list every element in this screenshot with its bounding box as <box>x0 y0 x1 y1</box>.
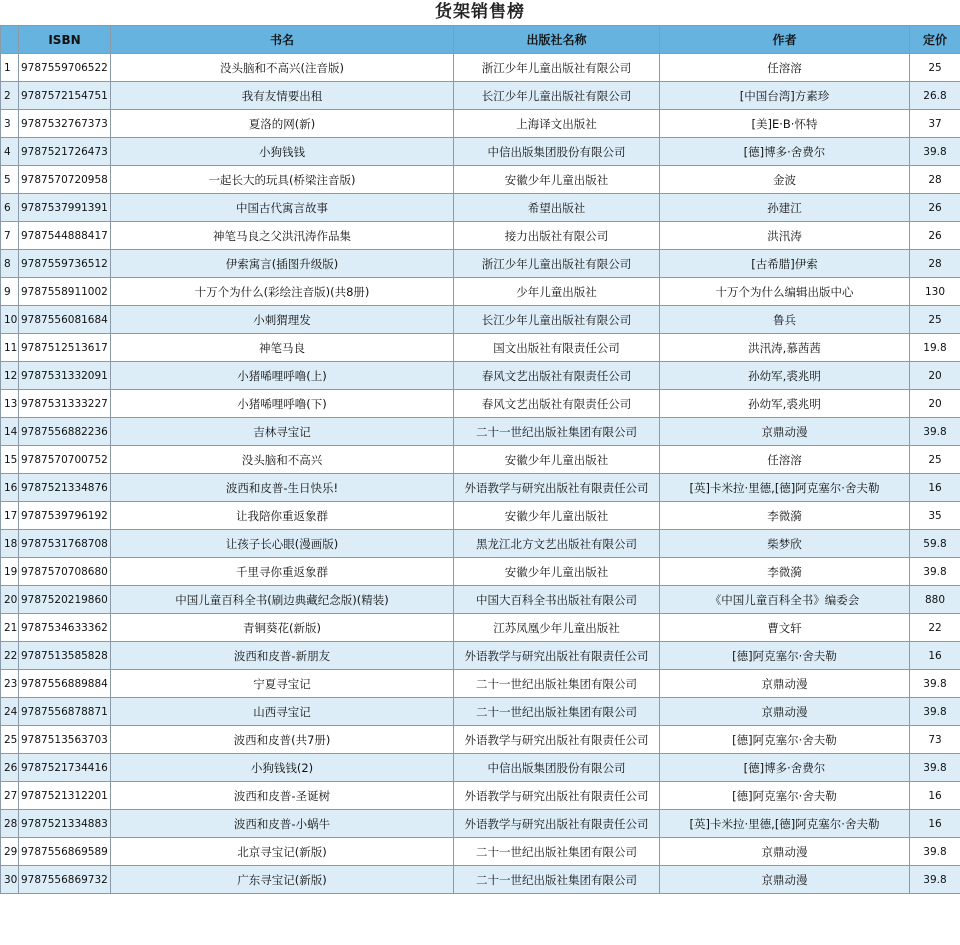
cell-book-name: 没头脑和不高兴(注音版) <box>111 54 454 82</box>
cell-isbn: 9787556869732 <box>19 866 111 894</box>
cell-price: 28 <box>910 250 960 278</box>
cell-publisher: 长江少年儿童出版社有限公司 <box>454 82 660 110</box>
cell-publisher: 春风文艺出版社有限责任公司 <box>454 390 660 418</box>
cell-book-name: 让我陪你重返象群 <box>111 502 454 530</box>
cell-isbn: 9787570720958 <box>19 166 111 194</box>
cell-price: 35 <box>910 502 960 530</box>
cell-price: 39.8 <box>910 670 960 698</box>
cell-isbn: 9787521334883 <box>19 810 111 838</box>
table-row <box>1 222 960 250</box>
table-row <box>1 166 960 194</box>
cell-book-name: 小猪唏哩呼噜(上) <box>111 362 454 390</box>
table-row <box>1 54 960 82</box>
cell-book-name: 波西和皮普-新朋友 <box>111 642 454 670</box>
cell-author: 京鼎动漫 <box>660 698 910 726</box>
cell-index: 17 <box>1 502 19 530</box>
cell-price: 16 <box>910 642 960 670</box>
cell-book-name: 波西和皮普(共7册) <box>111 726 454 754</box>
cell-author: 十万个为什么编辑出版中心 <box>660 278 910 306</box>
cell-author: 洪汛涛,慕茜茜 <box>660 334 910 362</box>
cell-index: 7 <box>1 222 19 250</box>
cell-author: [中国台湾]方素珍 <box>660 82 910 110</box>
cell-index: 20 <box>1 586 19 614</box>
cell-price: 20 <box>910 362 960 390</box>
cell-isbn: 9787556878871 <box>19 698 111 726</box>
cell-book-name: 吉林寻宝记 <box>111 418 454 446</box>
cell-author: [德]阿克塞尔·舍夫勒 <box>660 642 910 670</box>
table-row <box>1 642 960 670</box>
cell-publisher: 外语教学与研究出版社有限责任公司 <box>454 726 660 754</box>
cell-book-name: 我有友情要出租 <box>111 82 454 110</box>
cell-publisher: 希望出版社 <box>454 194 660 222</box>
sales-table <box>0 25 960 894</box>
cell-publisher: 上海译文出版社 <box>454 110 660 138</box>
cell-publisher: 长江少年儿童出版社有限公司 <box>454 306 660 334</box>
cell-isbn: 9787531333227 <box>19 390 111 418</box>
cell-price: 26 <box>910 222 960 250</box>
cell-author: 鲁兵 <box>660 306 910 334</box>
cell-publisher: 安徽少年儿童出版社 <box>454 502 660 530</box>
cell-index: 27 <box>1 782 19 810</box>
cell-isbn: 9787521734416 <box>19 754 111 782</box>
cell-index: 8 <box>1 250 19 278</box>
cell-index: 5 <box>1 166 19 194</box>
cell-isbn: 9787556869589 <box>19 838 111 866</box>
cell-isbn: 9787532767373 <box>19 110 111 138</box>
cell-book-name: 北京寻宝记(新版) <box>111 838 454 866</box>
cell-price: 39.8 <box>910 866 960 894</box>
cell-publisher: 国文出版社有限责任公司 <box>454 334 660 362</box>
cell-price: 22 <box>910 614 960 642</box>
cell-publisher: 黑龙江北方文艺出版社有限公司 <box>454 530 660 558</box>
cell-index: 10 <box>1 306 19 334</box>
cell-book-name: 山西寻宝记 <box>111 698 454 726</box>
cell-author: 京鼎动漫 <box>660 866 910 894</box>
cell-price: 73 <box>910 726 960 754</box>
cell-isbn: 9787556081684 <box>19 306 111 334</box>
cell-index: 30 <box>1 866 19 894</box>
cell-isbn: 9787544888417 <box>19 222 111 250</box>
cell-author: 孙幼军,裘兆明 <box>660 362 910 390</box>
cell-price: 25 <box>910 54 960 82</box>
table-header-row <box>1 26 960 54</box>
table-row <box>1 670 960 698</box>
table-row <box>1 614 960 642</box>
cell-isbn: 9787537991391 <box>19 194 111 222</box>
table-row <box>1 138 960 166</box>
cell-isbn: 9787531768708 <box>19 530 111 558</box>
cell-price: 25 <box>910 306 960 334</box>
cell-book-name: 宁夏寻宝记 <box>111 670 454 698</box>
cell-publisher: 浙江少年儿童出版社有限公司 <box>454 250 660 278</box>
cell-price: 39.8 <box>910 698 960 726</box>
cell-price: 26.8 <box>910 82 960 110</box>
cell-publisher: 中国大百科全书出版社有限公司 <box>454 586 660 614</box>
cell-author: [英]卡米拉·里德,[德]阿克塞尔·舍夫勒 <box>660 474 910 502</box>
cell-author: [古希腊]伊索 <box>660 250 910 278</box>
cell-publisher: 春风文艺出版社有限责任公司 <box>454 362 660 390</box>
cell-book-name: 小刺猬理发 <box>111 306 454 334</box>
cell-book-name: 小狗钱钱 <box>111 138 454 166</box>
cell-index: 25 <box>1 726 19 754</box>
cell-author: 孙建江 <box>660 194 910 222</box>
cell-price: 16 <box>910 474 960 502</box>
table-row <box>1 866 960 894</box>
cell-book-name: 波西和皮普-圣诞树 <box>111 782 454 810</box>
cell-isbn: 9787570708680 <box>19 558 111 586</box>
cell-price: 39.8 <box>910 754 960 782</box>
table-body <box>1 54 960 894</box>
cell-publisher: 安徽少年儿童出版社 <box>454 166 660 194</box>
cell-publisher: 外语教学与研究出版社有限责任公司 <box>454 782 660 810</box>
table-row <box>1 194 960 222</box>
table-row <box>1 306 960 334</box>
cell-price: 25 <box>910 446 960 474</box>
table-row <box>1 558 960 586</box>
cell-publisher: 外语教学与研究出版社有限责任公司 <box>454 474 660 502</box>
cell-price: 16 <box>910 782 960 810</box>
cell-publisher: 二十一世纪出版社集团有限公司 <box>454 838 660 866</box>
cell-index: 14 <box>1 418 19 446</box>
cell-publisher: 接力出版社有限公司 <box>454 222 660 250</box>
cell-isbn: 9787570700752 <box>19 446 111 474</box>
cell-price: 26 <box>910 194 960 222</box>
table-row <box>1 782 960 810</box>
cell-publisher: 二十一世纪出版社集团有限公司 <box>454 866 660 894</box>
header-price: 定价 <box>910 26 960 54</box>
cell-publisher: 中信出版集团股份有限公司 <box>454 754 660 782</box>
cell-author: 《中国儿童百科全书》编委会 <box>660 586 910 614</box>
cell-index: 3 <box>1 110 19 138</box>
cell-author: 洪汛涛 <box>660 222 910 250</box>
cell-author: [美]E·B·怀特 <box>660 110 910 138</box>
cell-author: [德]阿克塞尔·舍夫勒 <box>660 726 910 754</box>
cell-book-name: 伊索寓言(插图升级版) <box>111 250 454 278</box>
cell-publisher: 安徽少年儿童出版社 <box>454 558 660 586</box>
cell-isbn: 9787572154751 <box>19 82 111 110</box>
cell-author: 京鼎动漫 <box>660 418 910 446</box>
cell-index: 24 <box>1 698 19 726</box>
cell-isbn: 9787558911002 <box>19 278 111 306</box>
table-row <box>1 838 960 866</box>
table-row <box>1 446 960 474</box>
cell-isbn: 9787556882236 <box>19 418 111 446</box>
cell-book-name: 神笔马良 <box>111 334 454 362</box>
cell-isbn: 9787521312201 <box>19 782 111 810</box>
table-row <box>1 810 960 838</box>
cell-isbn: 9787513585828 <box>19 642 111 670</box>
cell-index: 13 <box>1 390 19 418</box>
cell-book-name: 波西和皮普-小蜗牛 <box>111 810 454 838</box>
cell-index: 2 <box>1 82 19 110</box>
cell-isbn: 9787520219860 <box>19 586 111 614</box>
header-book-name: 书名 <box>111 26 454 54</box>
cell-publisher: 浙江少年儿童出版社有限公司 <box>454 54 660 82</box>
cell-book-name: 广东寻宝记(新版) <box>111 866 454 894</box>
cell-price: 37 <box>910 110 960 138</box>
cell-price: 39.8 <box>910 418 960 446</box>
cell-publisher: 二十一世纪出版社集团有限公司 <box>454 418 660 446</box>
cell-book-name: 小狗钱钱(2) <box>111 754 454 782</box>
cell-author: [德]阿克塞尔·舍夫勒 <box>660 782 910 810</box>
cell-index: 16 <box>1 474 19 502</box>
header-isbn: ISBN <box>19 26 111 54</box>
cell-isbn: 9787521726473 <box>19 138 111 166</box>
table-row <box>1 250 960 278</box>
cell-publisher: 中信出版集团股份有限公司 <box>454 138 660 166</box>
cell-index: 1 <box>1 54 19 82</box>
cell-price: 39.8 <box>910 558 960 586</box>
cell-index: 23 <box>1 670 19 698</box>
cell-author: [德]博多·舍费尔 <box>660 138 910 166</box>
cell-isbn: 9787556889884 <box>19 670 111 698</box>
cell-book-name: 波西和皮普-生日快乐! <box>111 474 454 502</box>
cell-book-name: 没头脑和不高兴 <box>111 446 454 474</box>
cell-index: 15 <box>1 446 19 474</box>
table-row <box>1 698 960 726</box>
table-row <box>1 418 960 446</box>
cell-price: 39.8 <box>910 838 960 866</box>
cell-author: 柴梦欣 <box>660 530 910 558</box>
cell-index: 21 <box>1 614 19 642</box>
cell-index: 29 <box>1 838 19 866</box>
cell-price: 880 <box>910 586 960 614</box>
cell-book-name: 一起长大的玩具(桥梁注音版) <box>111 166 454 194</box>
cell-publisher: 少年儿童出版社 <box>454 278 660 306</box>
cell-isbn: 9787539796192 <box>19 502 111 530</box>
cell-price: 130 <box>910 278 960 306</box>
cell-book-name: 青铜葵花(新版) <box>111 614 454 642</box>
cell-publisher: 江苏凤凰少年儿童出版社 <box>454 614 660 642</box>
cell-isbn: 9787512513617 <box>19 334 111 362</box>
cell-price: 16 <box>910 810 960 838</box>
table-row <box>1 278 960 306</box>
cell-price: 20 <box>910 390 960 418</box>
header-publisher: 出版社名称 <box>454 26 660 54</box>
cell-book-name: 中国儿童百科全书(刷边典藏纪念版)(精装) <box>111 586 454 614</box>
cell-price: 59.8 <box>910 530 960 558</box>
cell-book-name: 十万个为什么(彩绘注音版)(共8册) <box>111 278 454 306</box>
header-index <box>1 26 19 54</box>
table-row <box>1 82 960 110</box>
cell-author: [德]博多·舍费尔 <box>660 754 910 782</box>
cell-author: 京鼎动漫 <box>660 838 910 866</box>
table-row <box>1 362 960 390</box>
cell-book-name: 夏洛的网(新) <box>111 110 454 138</box>
table-row <box>1 390 960 418</box>
table-row <box>1 110 960 138</box>
cell-publisher: 安徽少年儿童出版社 <box>454 446 660 474</box>
cell-author: 李微漪 <box>660 502 910 530</box>
cell-price: 19.8 <box>910 334 960 362</box>
cell-index: 11 <box>1 334 19 362</box>
table-row <box>1 754 960 782</box>
cell-index: 4 <box>1 138 19 166</box>
cell-index: 26 <box>1 754 19 782</box>
cell-publisher: 二十一世纪出版社集团有限公司 <box>454 670 660 698</box>
cell-isbn: 9787534633362 <box>19 614 111 642</box>
cell-index: 12 <box>1 362 19 390</box>
table-row <box>1 502 960 530</box>
cell-isbn: 9787559736512 <box>19 250 111 278</box>
cell-author: 京鼎动漫 <box>660 670 910 698</box>
cell-index: 18 <box>1 530 19 558</box>
cell-book-name: 小猪唏哩呼噜(下) <box>111 390 454 418</box>
cell-price: 28 <box>910 166 960 194</box>
cell-publisher: 二十一世纪出版社集团有限公司 <box>454 698 660 726</box>
cell-isbn: 9787513563703 <box>19 726 111 754</box>
cell-index: 6 <box>1 194 19 222</box>
cell-publisher: 外语教学与研究出版社有限责任公司 <box>454 642 660 670</box>
cell-isbn: 9787559706522 <box>19 54 111 82</box>
cell-index: 9 <box>1 278 19 306</box>
table-row <box>1 530 960 558</box>
page-title: 货架销售榜 <box>435 2 525 22</box>
cell-price: 39.8 <box>910 138 960 166</box>
cell-author: 曹文轩 <box>660 614 910 642</box>
cell-author: 任溶溶 <box>660 446 910 474</box>
cell-author: [英]卡米拉·里德,[德]阿克塞尔·舍夫勒 <box>660 810 910 838</box>
cell-index: 22 <box>1 642 19 670</box>
header-author: 作者 <box>660 26 910 54</box>
cell-book-name: 中国古代寓言故事 <box>111 194 454 222</box>
cell-index: 19 <box>1 558 19 586</box>
cell-isbn: 9787531332091 <box>19 362 111 390</box>
cell-author: 任溶溶 <box>660 54 910 82</box>
cell-author: 孙幼军,裘兆明 <box>660 390 910 418</box>
cell-author: 李微漪 <box>660 558 910 586</box>
cell-publisher: 外语教学与研究出版社有限责任公司 <box>454 810 660 838</box>
cell-index: 28 <box>1 810 19 838</box>
cell-author: 金波 <box>660 166 910 194</box>
table-row <box>1 726 960 754</box>
cell-book-name: 让孩子长心眼(漫画版) <box>111 530 454 558</box>
table-row <box>1 474 960 502</box>
table-row <box>1 586 960 614</box>
table-row <box>1 334 960 362</box>
cell-isbn: 9787521334876 <box>19 474 111 502</box>
cell-book-name: 千里寻你重返象群 <box>111 558 454 586</box>
cell-book-name: 神笔马良之父洪汛涛作品集 <box>111 222 454 250</box>
